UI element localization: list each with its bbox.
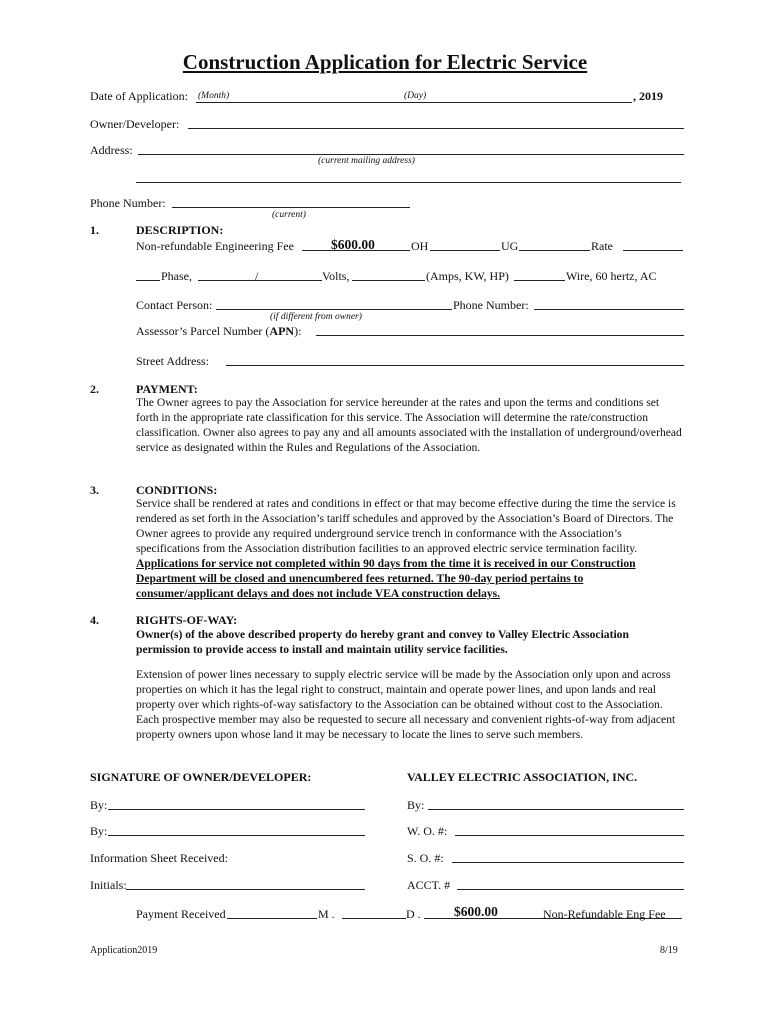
conditions-text <box>136 496 684 601</box>
rights-of-way-text: Extension of power lines necessary to supply electric service will be made by the Association only upon and across properties on which it has the legal right to construct, maintain and operate power lines, and upon lands and real property over which rights-of-way satisfactory to the Association can be obtained without cost to the Association. Each prospective member may also be requested to secure all necessary and convenient rights-of-way from adjacent property owners upon whose land it may be necessary to locate the lines to serve such members. <box>136 668 676 741</box>
apn-field[interactable] <box>316 335 684 336</box>
vea-by-label: By: <box>407 798 425 812</box>
phone-hint: (current) <box>272 210 306 220</box>
conditions-emphasis: Applications for service not completed within 90 days from the time it is received in our Construction Department will be closed and unencumbered fees returned. The 90-day period pertains to consumer/applicant delays and does not include VEA construction delays. <box>136 557 636 600</box>
footer-revision: 8/19 <box>660 945 678 956</box>
initials-label: Initials: <box>90 878 127 892</box>
owner-signature-heading: SIGNATURE OF OWNER/DEVELOPER: <box>90 770 312 784</box>
phase-field[interactable] <box>136 280 160 281</box>
payment-day-field[interactable] <box>342 918 406 919</box>
vea-by-field[interactable] <box>428 809 684 810</box>
payment-text: The Owner agrees to pay the Association for service hereunder at the rates and upon the terms and conditions set forth in the appropriate rate classification for this service. The Association will determine the rate/construction classification. Owner also agrees to pay any and all amounts associated with the installation of underground/overhead service as designated within the Rules and Regulations of the Association. <box>136 396 682 454</box>
footer-form-id: Application2019 <box>90 945 158 956</box>
owner-developer-label: Owner/Developer: <box>90 117 180 131</box>
engineering-fee-amount: $600.00 <box>331 237 375 252</box>
section3-number: 3. <box>90 483 99 497</box>
ug-label: UG <box>501 239 519 253</box>
so-field[interactable] <box>452 862 684 863</box>
wire-label: Wire, 60 hertz, AC <box>566 269 657 283</box>
street-address-label: Street Address: <box>136 354 209 368</box>
owner-by-field-1[interactable] <box>108 809 365 810</box>
apn-label-pre: Assessor’s Parcel Number ( <box>136 324 270 338</box>
info-sheet-label: Information Sheet Received: <box>90 851 228 865</box>
apn-abbr: APN <box>269 324 295 338</box>
section1-number: 1. <box>90 223 99 237</box>
phone-label: Phone Number: <box>90 196 166 210</box>
owner-by-label-2: By: <box>90 824 108 838</box>
wo-field[interactable] <box>455 835 684 836</box>
payment-month-label: M . <box>318 907 335 921</box>
owner-by-field-2[interactable] <box>108 835 365 836</box>
owner-by-label-1: By: <box>90 798 108 812</box>
phone-field[interactable] <box>172 207 410 208</box>
amps-field[interactable] <box>352 280 425 281</box>
owner-developer-field[interactable] <box>188 128 684 129</box>
wo-label: W. O. #: <box>407 824 448 838</box>
amps-label: (Amps, KW, HP) <box>426 269 509 283</box>
payment-received-label: Payment Received <box>136 907 226 921</box>
payment-day-label: D . <box>406 907 421 921</box>
month-hint: (Month) <box>198 91 230 101</box>
address-field-line1[interactable] <box>138 154 684 155</box>
rate-field[interactable] <box>623 250 683 251</box>
conditions-body: Service shall be rendered at rates and conditions in effect or that may become effective during the time the service is rendered as set forth in the Association’s tariff schedules and approved by the Association’s Board of Directors. The Owner agrees to provide any required underground service trench in conformance with the Association’s specifications from the Association distribution facilities to an approved electric service termination facility. <box>136 497 676 555</box>
page-title: Construction Application for Electric Service <box>182 50 588 74</box>
engineering-fee-label: Non-refundable Engineering Fee <box>136 239 294 253</box>
initials-field[interactable] <box>126 889 365 890</box>
acct-label: ACCT. # <box>407 878 451 892</box>
address-field-line2[interactable] <box>136 182 681 183</box>
date-field[interactable] <box>196 102 632 103</box>
payment-month-field[interactable] <box>227 918 317 919</box>
section4-heading: RIGHTS-OF-WAY: <box>136 613 238 627</box>
oh-field[interactable] <box>430 250 500 251</box>
volts-field[interactable] <box>198 280 322 281</box>
vea-heading: VALLEY ELECTRIC ASSOCIATION, INC. <box>407 770 638 784</box>
contact-hint: (if different from owner) <box>270 312 362 322</box>
apn-label-post: ): <box>294 324 302 338</box>
contact-person-label: Contact Person: <box>136 298 213 312</box>
contact-person-field[interactable] <box>216 309 452 310</box>
date-year: , 2019 <box>633 89 663 103</box>
ug-field[interactable] <box>519 250 590 251</box>
oh-label: OH <box>411 239 429 253</box>
address-label: Address: <box>90 143 133 157</box>
contact-phone-field[interactable] <box>534 309 684 310</box>
phase-label: Phase, <box>161 269 192 283</box>
rate-label: Rate <box>591 239 613 253</box>
section3-heading: CONDITIONS: <box>136 483 218 497</box>
section2-heading: PAYMENT: <box>136 382 198 396</box>
day-hint: (Day) <box>404 91 427 101</box>
non-refundable-fee-label: Non-Refundable Eng Fee <box>543 907 666 921</box>
volts-slash: / <box>255 269 259 283</box>
rights-of-way-grant: Owner(s) of the above described property do hereby grant and convey to Valley Electric Association permission to provide access to install and maintain utility service facilities. <box>136 628 629 656</box>
apn-label <box>136 325 301 337</box>
section2-number: 2. <box>90 382 99 396</box>
section4-number: 4. <box>90 613 99 627</box>
volts-label: Volts, <box>322 269 350 283</box>
address-hint: (current mailing address) <box>318 156 415 166</box>
wire-field[interactable] <box>514 280 565 281</box>
so-label: S. O. #: <box>407 851 444 865</box>
payment-amount: $600.00 <box>454 904 498 919</box>
street-address-field[interactable] <box>226 365 684 366</box>
contact-phone-label: Phone Number: <box>453 298 529 312</box>
acct-field[interactable] <box>457 889 684 890</box>
date-label: Date of Application: <box>90 89 188 103</box>
section1-heading: DESCRIPTION: <box>136 223 224 237</box>
